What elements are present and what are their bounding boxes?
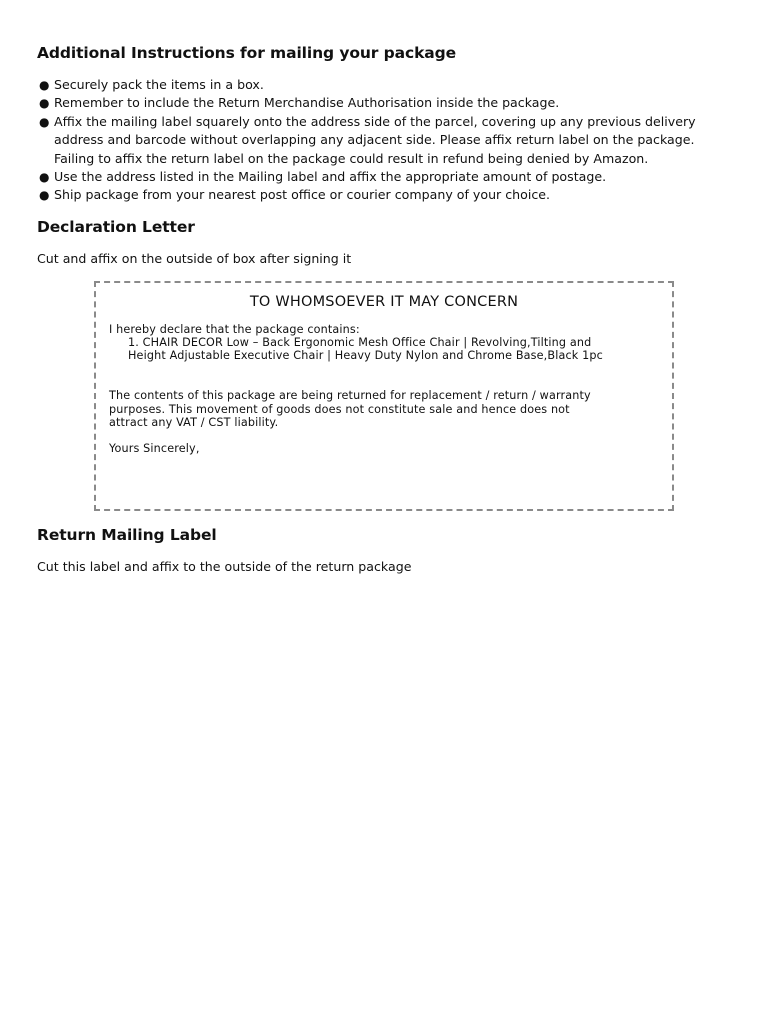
bullet-icon: ●	[39, 96, 50, 111]
instruction-text: Ship package from your nearest post office or courier company of your choice.	[54, 187, 551, 203]
bullet-icon: ●	[39, 170, 50, 185]
instruction-text: Use the address listed in the Mailing label and affix the appropriate amount of postage.	[54, 169, 607, 185]
letter-intro: I hereby declare that the package contains:	[109, 323, 360, 336]
bullet-icon: ●	[39, 114, 50, 129]
instructions-heading: Additional Instructions for mailing your package	[37, 44, 457, 62]
instruction-item	[37, 94, 737, 112]
letter-body-line: The contents of this package are being returned for replacement / return / warranty	[109, 389, 591, 402]
instruction-item	[37, 168, 737, 186]
instruction-item	[37, 76, 737, 94]
bullet-icon: ●	[39, 78, 50, 92]
letter-item-line: 1. CHAIR DECOR Low – Back Ergonomic Mesh Office Chair | Revolving,Tilting and	[128, 336, 592, 349]
letter-item-line: Height Adjustable Executive Chair | Heavy Duty Nylon and Chrome Base,Black 1pc	[128, 349, 603, 362]
instruction-item	[37, 113, 737, 168]
return-label-instruction: Cut this label and affix to the outside of the return package	[37, 559, 412, 574]
declaration-instruction: Cut and affix on the outside of box after signing it	[37, 251, 352, 266]
instruction-text: Remember to include the Return Merchandise Authorisation inside the package.	[54, 95, 560, 111]
instruction-text: Securely pack the items in a box.	[54, 77, 264, 92]
instructions-list	[37, 76, 737, 205]
letter-title: TO WHOMSOEVER IT MAY CONCERN	[249, 294, 519, 310]
declaration-letter-box	[94, 281, 674, 511]
instruction-text: Affix the mailing label squarely onto the address side of the parcel, covering up any previous delivery address and barcode without overlapping any adjacent side. Please affix return label on the package. Failing to affix the return label on the package could result in refund being denied by Amazon.	[54, 113, 696, 166]
declaration-heading: Declaration Letter	[37, 218, 195, 236]
return-label-heading: Return Mailing Label	[37, 526, 217, 544]
instruction-item	[37, 186, 737, 204]
letter-body-line: attract any VAT / CST liability.	[109, 416, 279, 429]
letter-body-line: purposes. This movement of goods does not constitute sale and hence does not	[109, 403, 570, 416]
bullet-icon: ●	[39, 188, 50, 203]
letter-closing: Yours Sincerely,	[109, 442, 200, 455]
